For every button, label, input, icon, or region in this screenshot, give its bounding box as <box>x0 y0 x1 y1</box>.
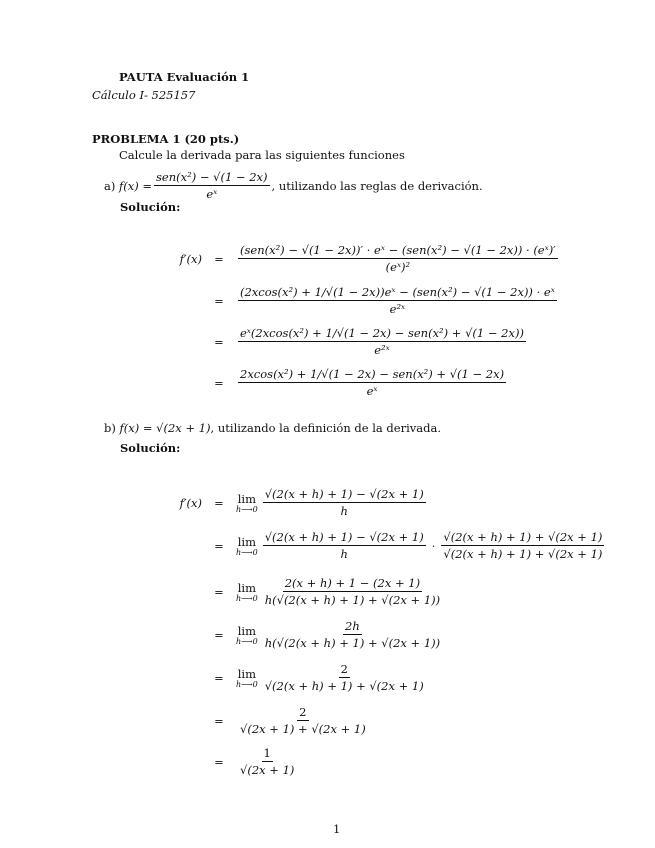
part-a-lhs: f′(x) <box>179 251 202 266</box>
lim-subscript: h⟶0 <box>236 505 258 515</box>
limit-operator <box>236 624 258 646</box>
step-denominator: h <box>340 504 348 519</box>
equals-sign: = <box>214 251 224 266</box>
step-numerator: √(2(x + h) + 1) − √(2x + 1) <box>263 530 426 546</box>
step-numerator: 2xcos(x²) + 1/√(1 − 2x) − sen(x²) + √(1 − 2x) <box>238 367 506 383</box>
equals-sign: = <box>214 293 224 308</box>
multiply-dot: · <box>431 538 436 553</box>
lim-word: lim <box>237 623 256 638</box>
part-b-step-2 <box>150 530 606 562</box>
lim-word: lim <box>237 666 256 681</box>
part-b-step-4 <box>150 619 444 651</box>
part-a-solution-label: Solución: <box>120 200 181 214</box>
part-b-label: b) <box>104 421 116 435</box>
equals-sign: = <box>214 375 224 390</box>
equals-sign: = <box>214 538 224 553</box>
part-b-step-3 <box>150 576 444 608</box>
part-a-function-denominator: eˣ <box>206 187 218 202</box>
part-b-step-7 <box>150 746 298 778</box>
part-a-function-fraction <box>154 170 270 202</box>
step-numerator: (2xcos(x²) + 1/√(1 − 2x))eˣ − (sen(x²) − √(1 − 2x)) · eˣ <box>238 285 557 301</box>
limit-operator <box>236 581 258 603</box>
equals-sign: = <box>214 584 224 599</box>
equals-sign: = <box>214 495 224 510</box>
lim-subscript: h⟶0 <box>236 594 258 604</box>
step-numerator: √(2(x + h) + 1) − √(2x + 1) <box>263 487 426 503</box>
step-denominator: (eˣ)² <box>385 260 411 275</box>
lim-word: lim <box>237 491 256 506</box>
step-numerator: 2h <box>343 619 362 635</box>
lim-word: lim <box>237 580 256 595</box>
step-numerator: 2(x + h) + 1 − (2x + 1) <box>283 576 422 592</box>
lim-subscript: h⟶0 <box>236 548 258 558</box>
problem-statement: Calcule la derivada para las siguientes funciones <box>119 148 405 162</box>
part-a-step-3 <box>150 326 528 358</box>
limit-operator <box>236 492 258 514</box>
part-b-solution-label: Solución: <box>120 441 181 455</box>
step-numerator-factor: √(2(x + h) + 1) + √(2x + 1) <box>441 530 604 546</box>
part-a-instruction: , utilizando las reglas de derivación. <box>271 178 483 193</box>
part-b-step-6 <box>150 705 370 737</box>
step-denominator: √(2x + 1) + √(2x + 1) <box>240 722 366 737</box>
equals-sign: = <box>214 754 224 769</box>
problem-heading: PROBLEMA 1 (20 pts.) <box>92 132 240 146</box>
lim-subscript: h⟶0 <box>236 680 258 690</box>
step-denominator: h <box>340 547 348 562</box>
step-numerator: 2 <box>297 705 308 721</box>
equals-sign: = <box>214 713 224 728</box>
step-denominator: e²ˣ <box>389 302 406 317</box>
part-b-function: f(x) = √(2x + 1) <box>119 421 211 435</box>
limit-operator <box>236 667 258 689</box>
step-denominator: h(√(2(x + h) + 1) + √(2x + 1)) <box>264 636 441 651</box>
part-b-step-5 <box>150 662 428 694</box>
part-a-step-1 <box>150 243 560 275</box>
step-denominator: e²ˣ <box>374 343 390 358</box>
step-denominator: √(2(x + h) + 1) + √(2x + 1) <box>264 679 424 694</box>
lim-subscript: h⟶0 <box>236 637 258 647</box>
part-b-statement <box>104 421 441 435</box>
step-numerator: 2 <box>339 662 350 678</box>
part-a-statement <box>104 170 483 202</box>
page-number: 1 <box>333 822 341 836</box>
part-a-function-numerator: sen(x²) − √(1 − 2x) <box>154 170 270 186</box>
equals-sign: = <box>214 627 224 642</box>
part-b-step-1 <box>150 487 428 519</box>
step-denominator: eˣ <box>366 384 378 399</box>
document-title: PAUTA Evaluación 1 <box>119 70 250 84</box>
part-a-step-2 <box>150 285 559 317</box>
part-a-step-4 <box>150 367 508 399</box>
step-denominator: √(2x + 1) <box>240 763 295 778</box>
lim-word: lim <box>237 534 256 549</box>
step-denominator-factor: √(2(x + h) + 1) + √(2x + 1) <box>443 547 603 562</box>
equals-sign: = <box>214 670 224 685</box>
part-a-function-lhs: f(x) = <box>119 178 153 193</box>
course-name: Cálculo I- 525157 <box>92 88 196 102</box>
step-numerator: eˣ(2xcos(x²) + 1/√(1 − 2x) − sen(x²) + √(1 − 2x)) <box>238 326 526 342</box>
equals-sign: = <box>214 334 224 349</box>
part-a-label: a) <box>104 178 116 193</box>
part-b-lhs: f′(x) <box>179 495 202 510</box>
step-denominator: h(√(2(x + h) + 1) + √(2x + 1)) <box>264 593 441 608</box>
step-numerator: (sen(x²) − √(1 − 2x))′ · eˣ − (sen(x²) − √(1 − 2x)) · (eˣ)′ <box>238 243 558 259</box>
step-numerator: 1 <box>262 746 273 762</box>
limit-operator <box>236 535 258 557</box>
part-b-instruction: , utilizando la definición de la derivada. <box>210 421 441 435</box>
